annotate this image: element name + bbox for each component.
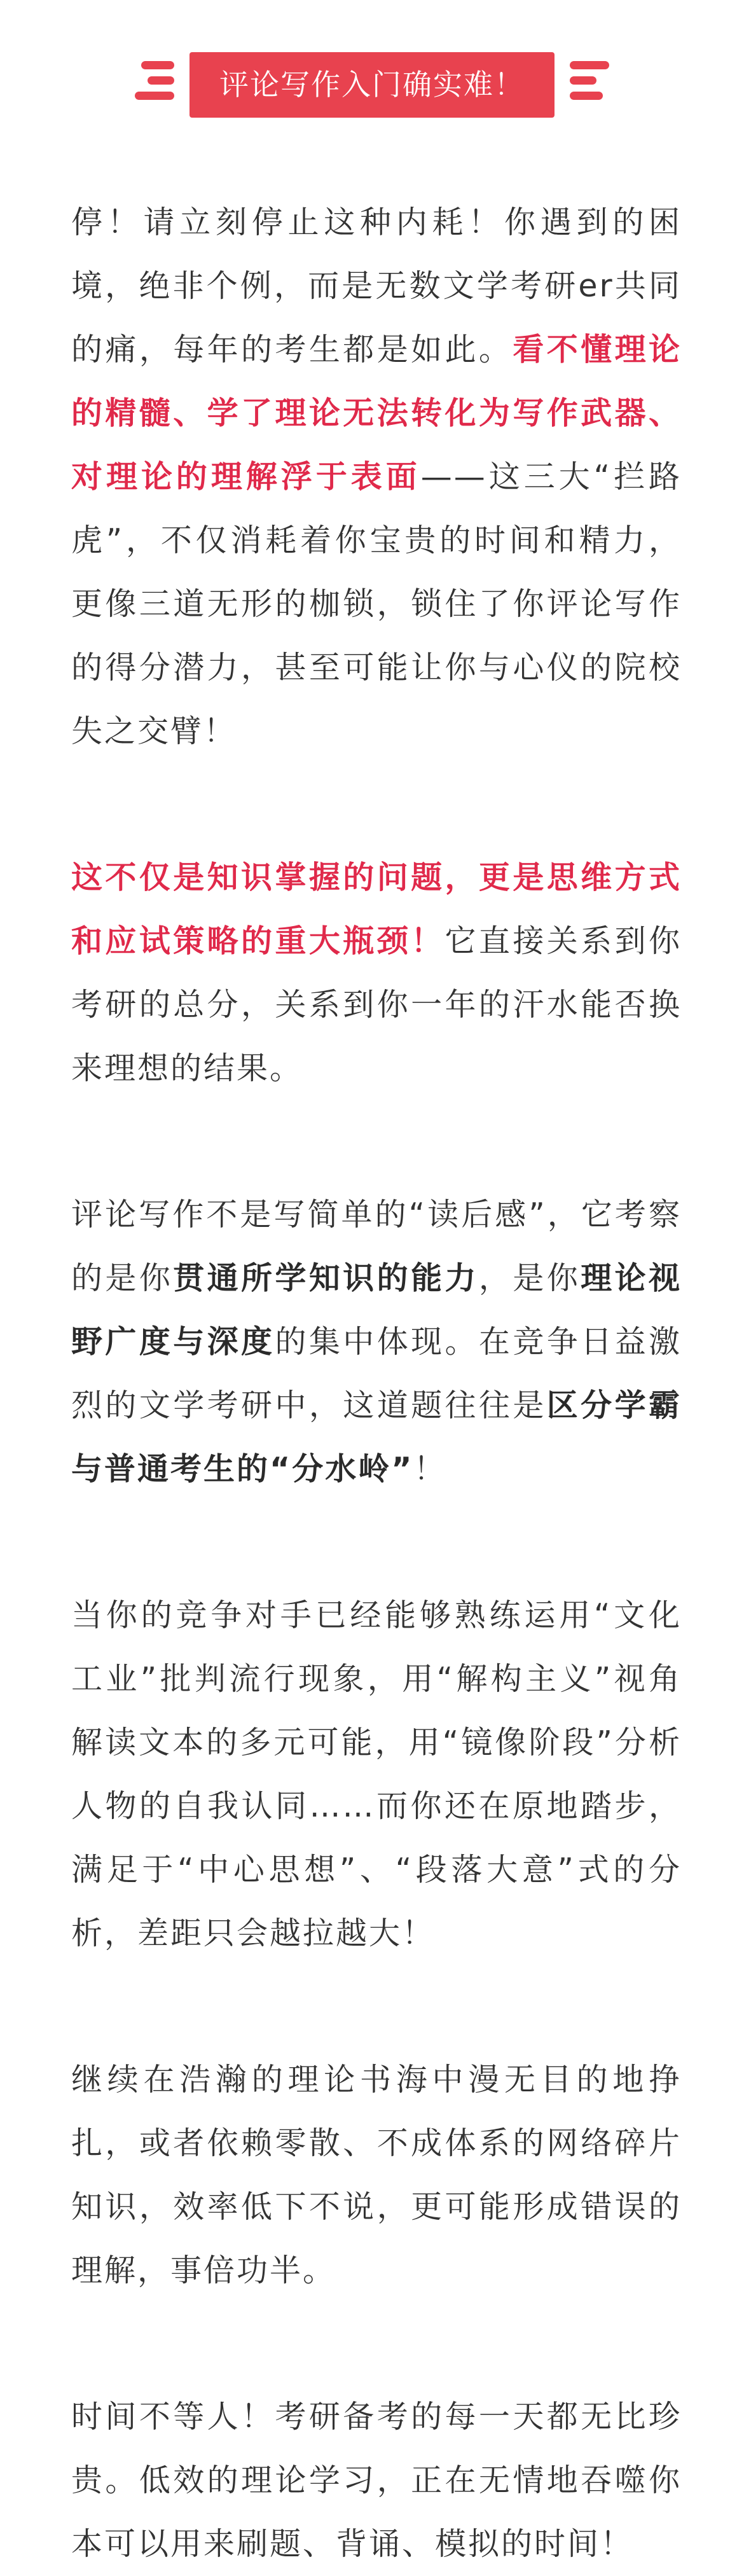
article-body xyxy=(71,191,682,2576)
decor-bar xyxy=(148,76,174,85)
paragraph xyxy=(71,191,682,763)
text-segment: 的集中体现。在竞争日益激烈的文学考研中，这道题往往是 xyxy=(71,1324,682,1423)
decor-bar xyxy=(141,61,174,69)
paragraph xyxy=(71,2048,682,2302)
decor-bar xyxy=(570,61,609,69)
paragraph xyxy=(71,2385,682,2576)
header-banner-area xyxy=(0,0,744,153)
text-segment: ，是你 xyxy=(478,1260,581,1296)
text-segment: 继续在浩瀚的理论书海中漫无目的地挣扎，或者依赖零散、不成体系的网络碎片知识，效率低下不说，更可能形成错误的理解，事倍功半。 xyxy=(71,2061,682,2289)
bold-text: 区分学霸与普通考生的“分水岭” xyxy=(71,1387,682,1487)
text-segment: 评论写作不是写简单的“读后感”，它考察的是你 xyxy=(71,1196,682,1296)
text-segment: ！ xyxy=(413,1451,447,1487)
text-segment: 它直接关系到你考研的总分，关系到你一年的汗水能否换来理想的结果。 xyxy=(71,923,682,1086)
text-segment: 时间不等人！考研备考的每一天都无比珍贵。低效的理论学习，正在无情地吞噬你本可以用来刷题、背诵、模拟的时间！ xyxy=(71,2399,682,2562)
paragraph xyxy=(71,846,682,1100)
highlight-text: 这不仅是知识掌握的问题，更是思维方式和应试策略的重大瓶颈！ xyxy=(71,859,682,959)
bold-text: 贯通所学知识的能力 xyxy=(173,1260,479,1296)
paragraph xyxy=(71,1584,682,1965)
highlight-text: 看不懂理论的精髓、学了理论无法转化为写作武器、对理论的理解浮于表面 xyxy=(71,331,682,495)
bold-text: 理论视野广度与深度 xyxy=(71,1260,682,1360)
decor-bar xyxy=(135,92,174,100)
decor-bar xyxy=(570,92,603,100)
decor-bar xyxy=(570,76,596,85)
section-title-banner: 评论写作入门确实难！ xyxy=(189,52,555,118)
text-segment: 停！请立刻停止这种内耗！你遇到的困境，绝非个例，而是无数文学考研er共同的痛，每年的考生都是如此。 xyxy=(71,204,682,368)
text-segment: 当你的竞争对手已经能够熟练运用“文化工业”批判流行现象，用“解构主义”视角解读文本的多元可能，用“镜像阶段”分析人物的自我认同……而你还在原地踏步，满足于“中心思想”、“段落大意”式的分析，差距只会越拉越大！ xyxy=(71,1597,682,1951)
text-segment: ——这三大“拦路虎”，不仅消耗着你宝贵的时间和精力，更像三道无形的枷锁，锁住了你评论写作的得分潜力，甚至可能让你与心仪的院校失之交臂！ xyxy=(71,459,682,749)
paragraph xyxy=(71,1183,682,1501)
